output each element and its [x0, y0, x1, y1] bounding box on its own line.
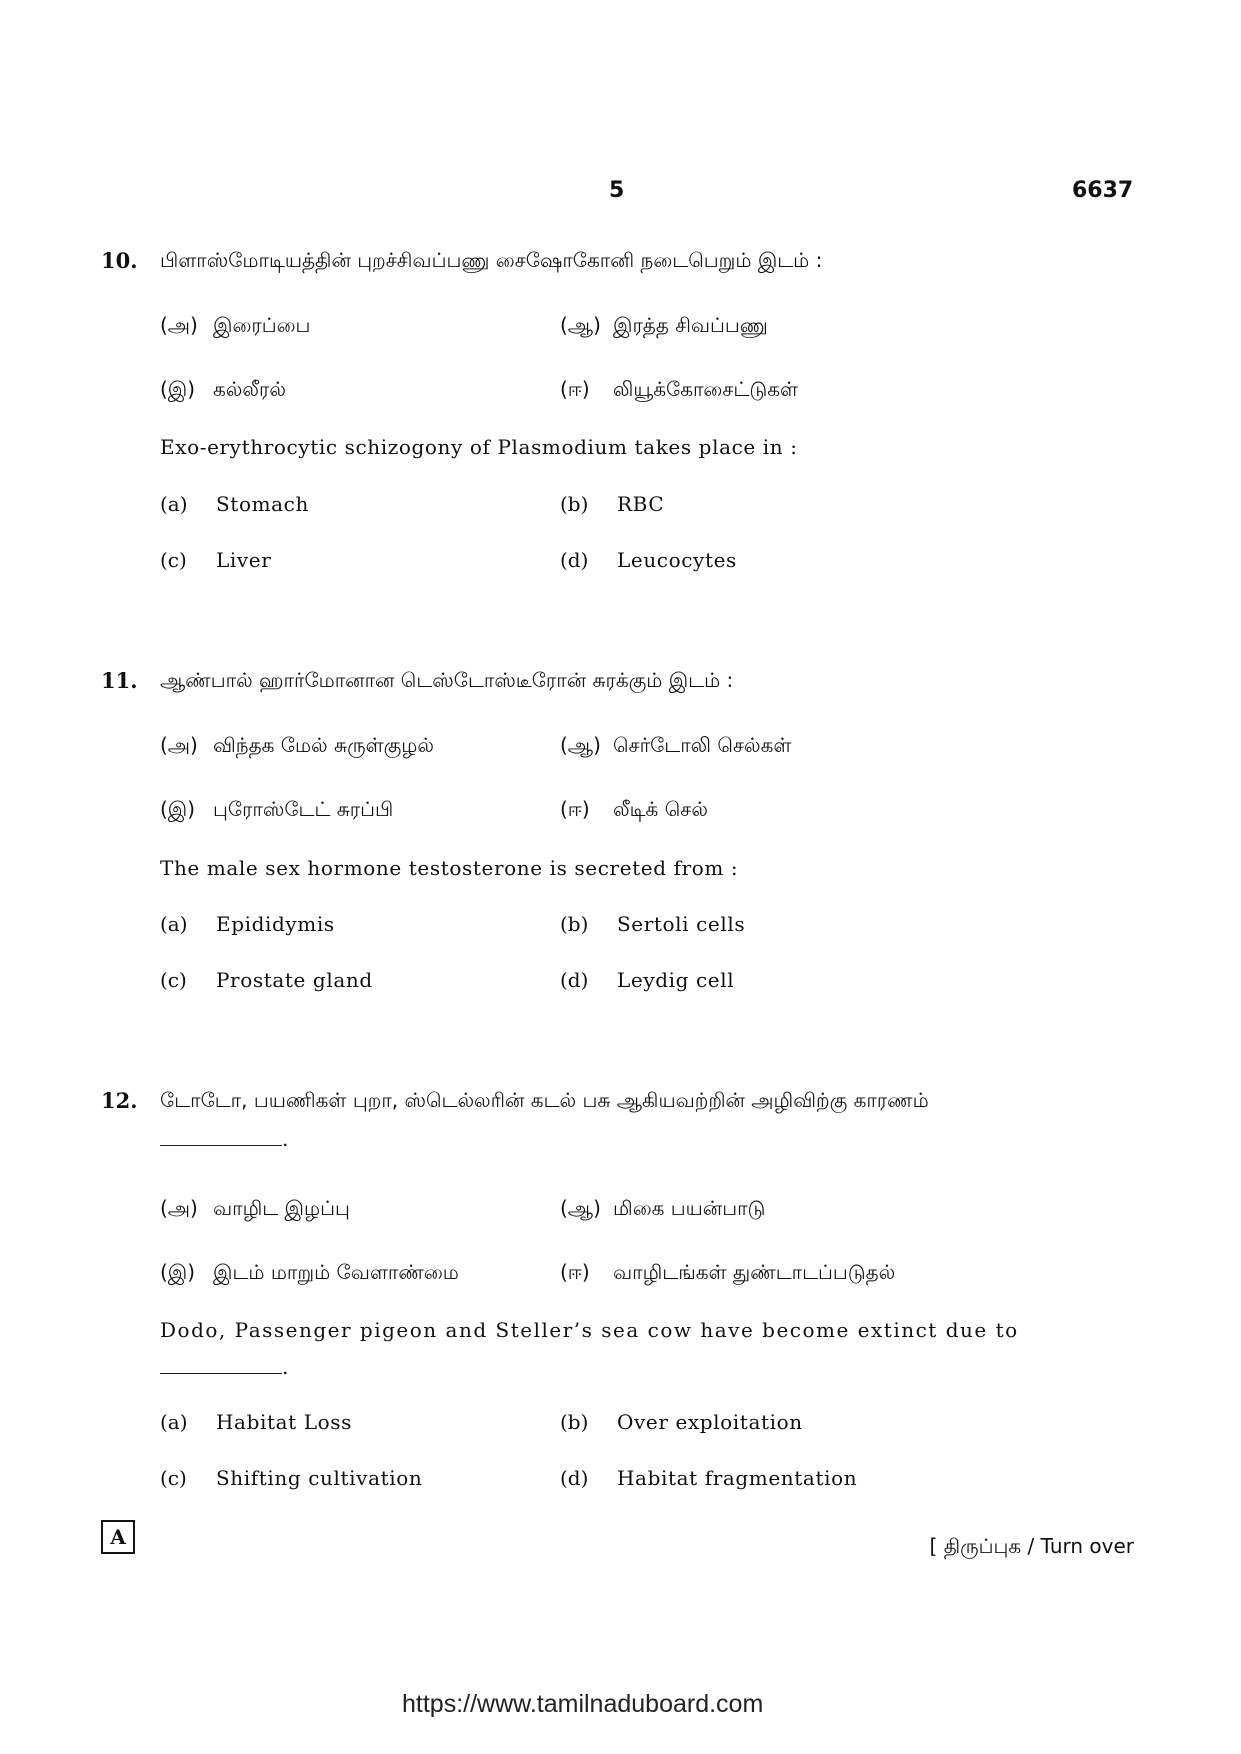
tamil-option-text: இரத்த சிவப்பணு	[613, 313, 768, 337]
english-option-text: Habitat Loss	[216, 1410, 352, 1434]
tamil-option-label: (ஆ)	[560, 1196, 601, 1220]
set-code-box: A	[101, 1520, 135, 1554]
page-number: 5	[609, 178, 625, 203]
english-option-label: (c)	[160, 1466, 187, 1490]
paper-code: 6637	[1072, 178, 1134, 203]
website-link[interactable]: https://www.tamilnaduboard.com	[402, 1690, 764, 1718]
english-option-label: (a)	[160, 1410, 188, 1434]
english-option-text: Epididymis	[216, 912, 335, 936]
tamil-option-label: (ஈ)	[560, 1260, 590, 1284]
english-option-label: (d)	[560, 1466, 589, 1490]
tamil-option-label: (ஆ)	[560, 733, 601, 757]
tamil-option-text: இடம் மாறும் வேளாண்மை	[213, 1260, 459, 1284]
english-option-text: Liver	[216, 548, 272, 572]
tamil-option-label: (இ)	[160, 1260, 196, 1284]
tamil-option-text: வாழிட இழப்பு	[213, 1196, 350, 1220]
english-question: Exo-erythrocytic schizogony of Plasmodium takes place in :	[160, 435, 798, 459]
english-option-text: Habitat fragmentation	[617, 1466, 858, 1490]
english-question: The male sex hormone testosterone is secreted from :	[160, 856, 739, 880]
answer-blank: .	[160, 1355, 289, 1379]
tamil-option-label: (அ)	[160, 313, 198, 337]
tamil-option-text: வாழிடங்கள் துண்டாடப்படுதல்	[613, 1260, 896, 1284]
english-option-label: (a)	[160, 492, 188, 516]
tamil-option-text: விந்தக மேல் சுருள்குழல்	[213, 733, 434, 757]
english-option-text: Shifting cultivation	[216, 1466, 423, 1490]
tamil-option-text: புரோஸ்டேட் சுரப்பி	[213, 797, 394, 821]
english-option-text: RBC	[617, 492, 665, 516]
tamil-option-text: கல்லீரல்	[213, 377, 286, 401]
tamil-option-text: மிகை பயன்பாடு	[613, 1196, 766, 1220]
tamil-option-label: (இ)	[160, 797, 196, 821]
tamil-option-label: (ஆ)	[560, 313, 601, 337]
tamil-question: பிளாஸ்மோடியத்தின் புறச்சிவப்பணு சைஷோகோனி நடைபெறும் இடம் :	[160, 248, 823, 272]
tamil-option-text: லியூக்கோசைட்டுகள்	[613, 377, 799, 401]
english-option-text: Prostate gland	[216, 968, 373, 992]
tamil-option-label: (அ)	[160, 733, 198, 757]
english-option-label: (b)	[560, 912, 589, 936]
english-option-text: Leucocytes	[617, 548, 737, 572]
tamil-option-text: இரைப்பை	[213, 313, 311, 337]
tamil-option-label: (இ)	[160, 377, 196, 401]
tamil-option-text: லீடிக் செல்	[613, 797, 708, 821]
english-option-text: Leydig cell	[617, 968, 735, 992]
english-option-label: (d)	[560, 968, 589, 992]
answer-blank: .	[160, 1127, 289, 1151]
english-option-label: (c)	[160, 968, 187, 992]
english-option-text: Sertoli cells	[617, 912, 746, 936]
english-question: Dodo, Passenger pigeon and Steller’s sea cow have become extinct due to	[160, 1318, 1019, 1342]
tamil-option-label: (ஈ)	[560, 377, 590, 401]
english-option-label: (c)	[160, 548, 187, 572]
tamil-option-label: (ஈ)	[560, 797, 590, 821]
turn-over-note: [ திருப்புக / Turn over	[929, 1534, 1134, 1558]
english-option-text: Stomach	[216, 492, 309, 516]
english-option-text: Over exploitation	[617, 1410, 803, 1434]
english-option-label: (b)	[560, 492, 589, 516]
tamil-option-text: செர்டோலி செல்கள்	[613, 733, 792, 757]
question-number: 10.	[101, 248, 138, 273]
english-option-label: (d)	[560, 548, 589, 572]
english-option-label: (a)	[160, 912, 188, 936]
tamil-question: டோடோ, பயணிகள் புறா, ஸ்டெல்லரின் கடல் பசு ஆகியவற்றின் அழிவிற்கு காரணம்	[160, 1088, 929, 1112]
question-number: 12.	[101, 1088, 138, 1113]
question-number: 11.	[101, 668, 138, 693]
english-option-label: (b)	[560, 1410, 589, 1434]
tamil-question: ஆண்பால் ஹார்மோனான டெஸ்டோஸ்டீரோன் சுரக்கும் இடம் :	[160, 668, 734, 692]
tamil-option-label: (அ)	[160, 1196, 198, 1220]
